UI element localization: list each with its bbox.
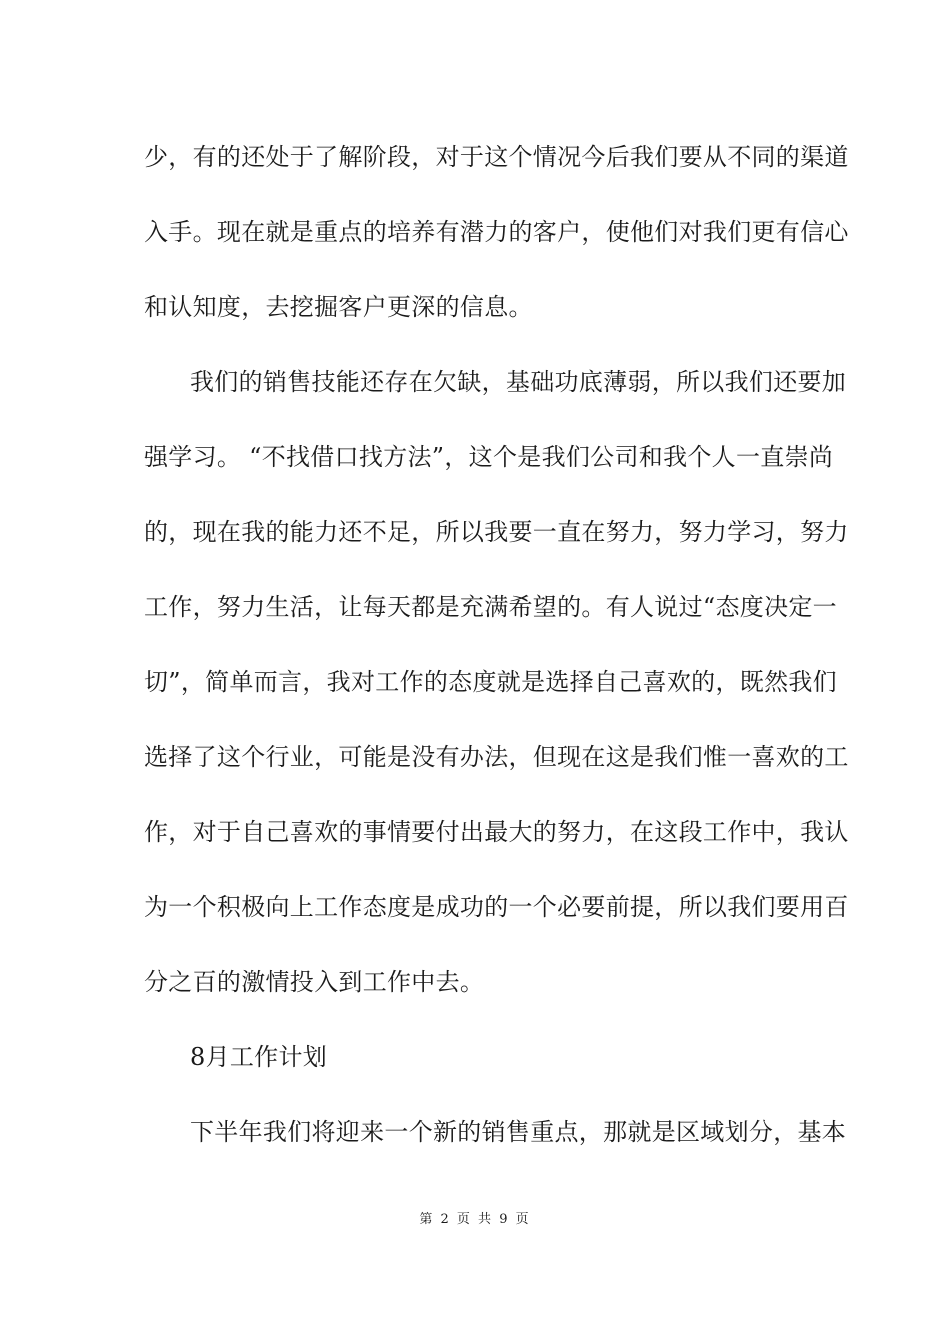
text-line: 少，有的还处于了解阶段，对于这个情况今后我们要从不同的渠道 bbox=[144, 143, 849, 171]
page-number-footer bbox=[0, 1208, 950, 1227]
footer-prefix: 第 bbox=[419, 1212, 435, 1227]
text-line: 的，现在我的能力还不足，所以我要一直在努力，努力学习，努力 bbox=[144, 518, 849, 546]
text-line: 和认知度，去挖掘客户更深的信息。 bbox=[144, 293, 533, 321]
text-line: 选择了这个行业，可能是没有办法，但现在这是我们惟一喜欢的工 bbox=[144, 743, 849, 771]
paragraph-start-line: 下半年我们将迎来一个新的销售重点，那就是区域划分，基本 bbox=[190, 1118, 847, 1146]
text-line: 作，对于自己喜欢的事情要付出最大的努力，在这段工作中，我认 bbox=[144, 818, 849, 846]
body-text bbox=[144, 133, 849, 1183]
footer-suffix: 页 bbox=[515, 1212, 531, 1227]
paragraph-start-line: 我们的销售技能还存在欠缺，基础功底薄弱，所以我们还要加 bbox=[190, 368, 847, 396]
footer-current-page: 2 bbox=[440, 1212, 451, 1227]
section-heading: 8月工作计划 bbox=[190, 1043, 328, 1071]
text-line: 强学习。 “不找借口找方法”，这个是我们公司和我个人一直崇尚 bbox=[144, 443, 834, 471]
text-line: 入手。现在就是重点的培养有潜力的客户，使他们对我们更有信心 bbox=[144, 218, 849, 246]
footer-middle: 页 共 bbox=[456, 1212, 494, 1227]
text-line: 分之百的激情投入到工作中去。 bbox=[144, 968, 485, 996]
text-line: 为一个积极向上工作态度是成功的一个必要前提，所以我们要用百 bbox=[144, 893, 849, 921]
text-line: 工作，努力生活，让每天都是充满希望的。有人说过“态度决定一 bbox=[144, 593, 837, 621]
text-line: 切”，简单而言，我对工作的态度就是选择自己喜欢的，既然我们 bbox=[144, 668, 837, 696]
footer-total-pages: 9 bbox=[499, 1212, 510, 1227]
